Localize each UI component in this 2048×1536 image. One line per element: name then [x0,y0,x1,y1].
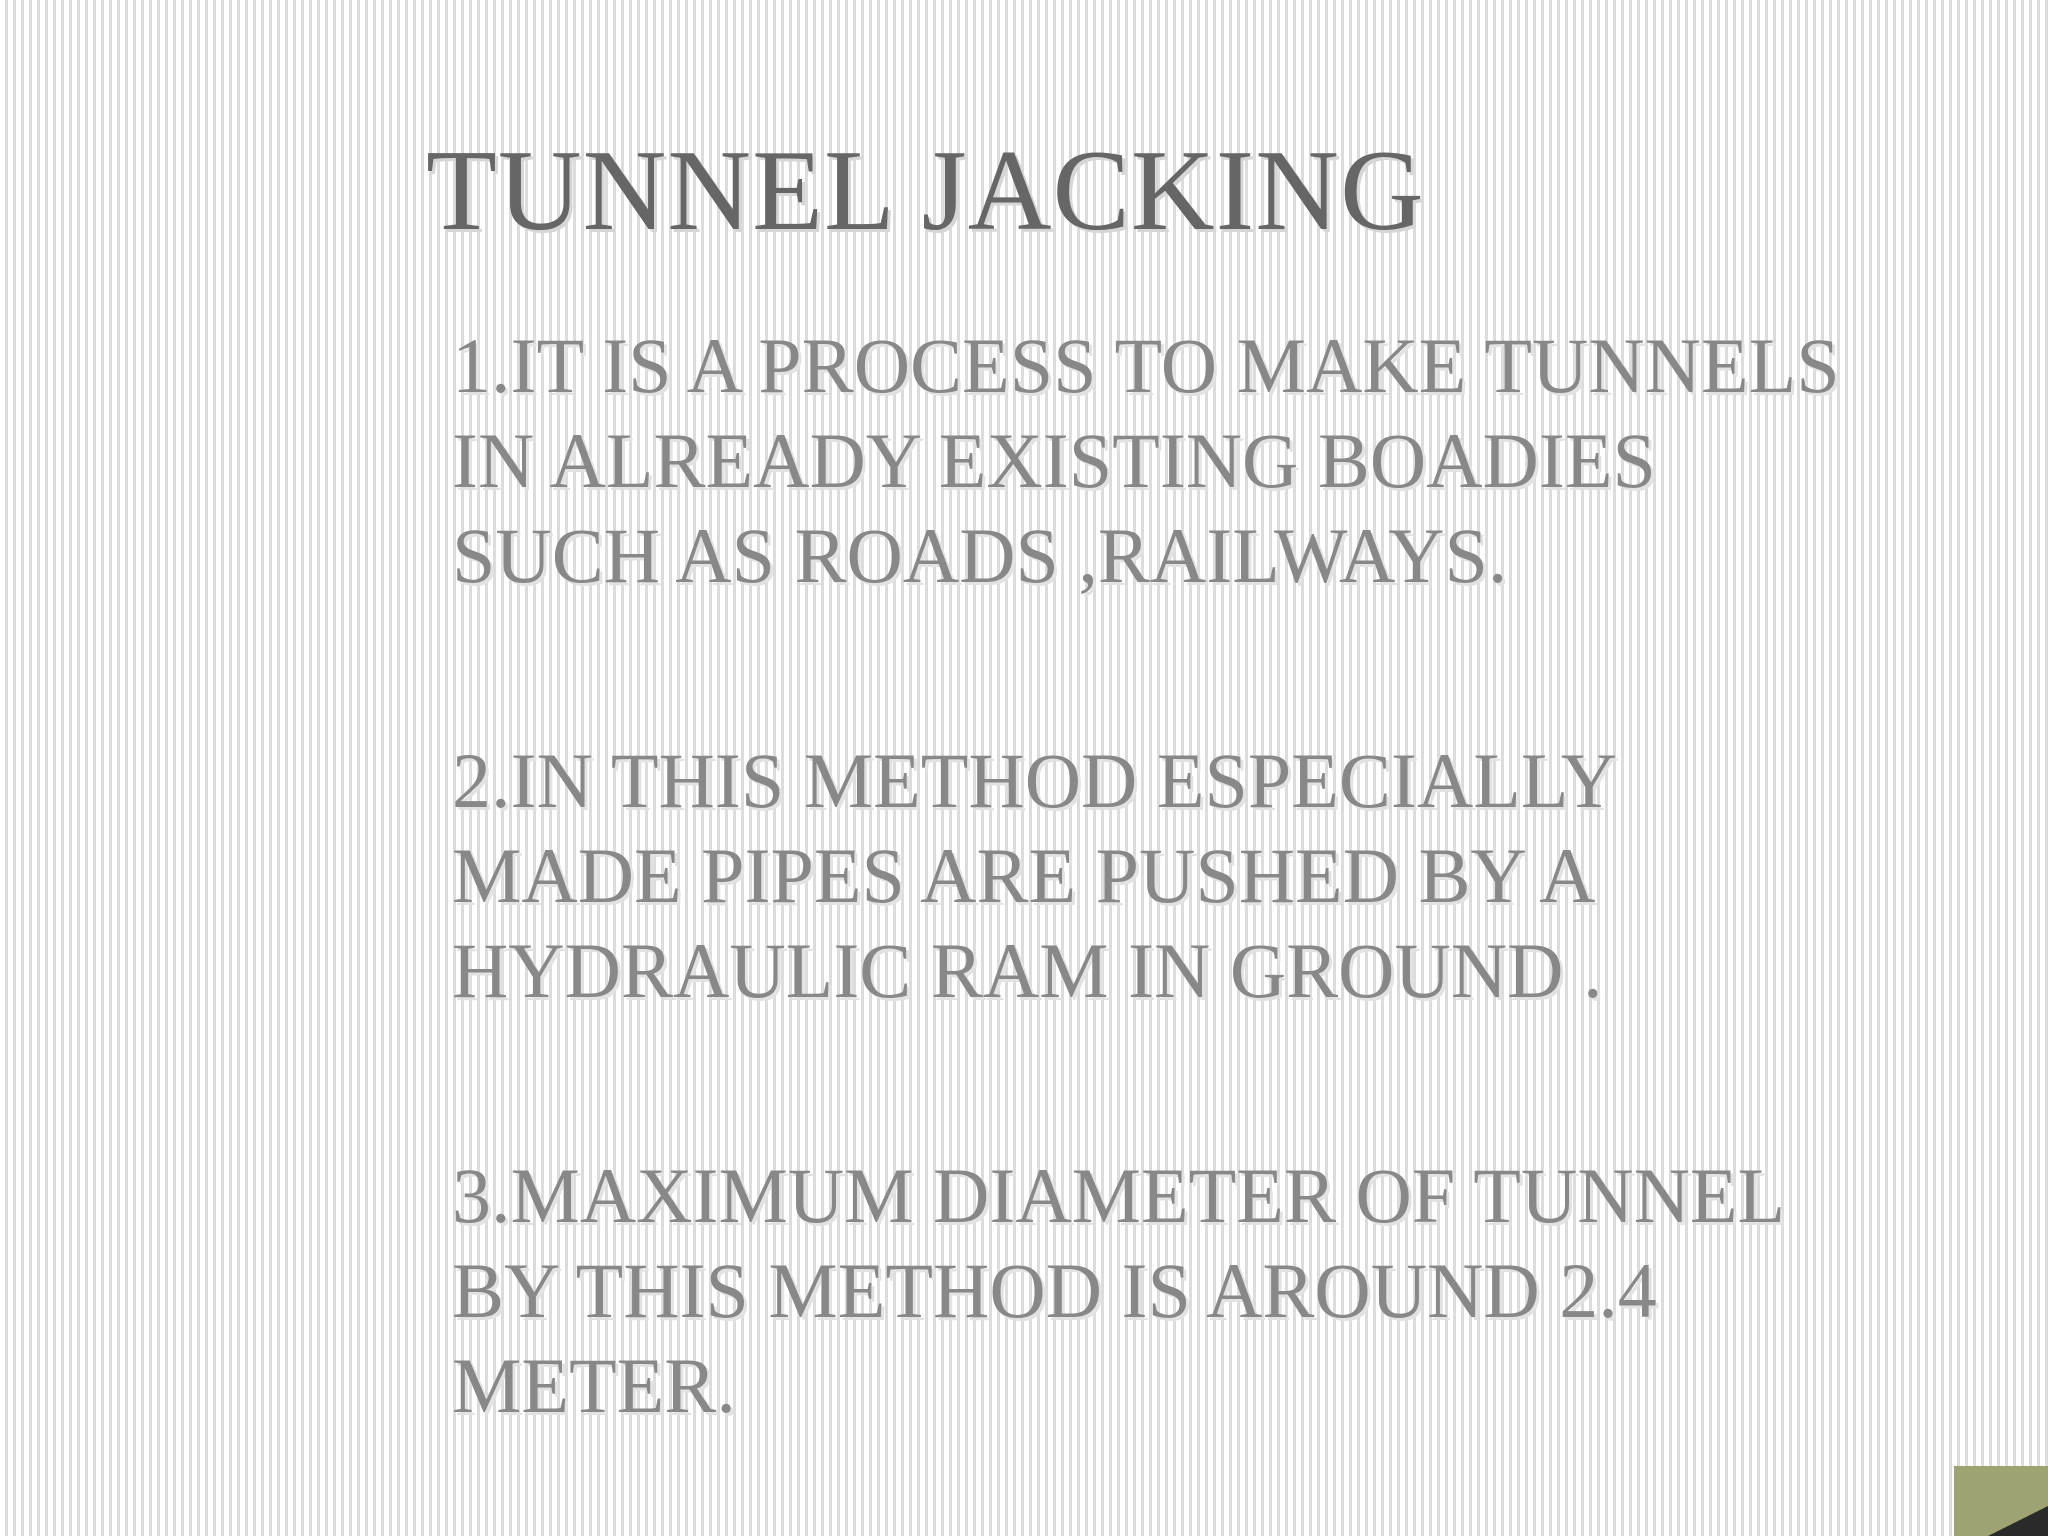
bullet-2-line-2: MADE PIPES ARE PUSHED BY A [452,832,1596,919]
corner-wedge-shape [1988,1506,2048,1536]
bullet-point-1 [452,318,1840,603]
bullet-2-line-1: 2.IN THIS METHOD ESPECIALLY [452,737,1618,824]
bullet-3-line-2: BY THIS METHOD IS AROUND 2.4 [452,1247,1657,1334]
slide-title: TUNNEL JACKING [426,127,1425,255]
bullet-1-line-1: 1.IT IS A PROCESS TO MAKE TUNNELS [452,322,1840,409]
bullet-1-line-2: IN ALREADY EXISTING BOADIES [452,417,1656,504]
bullet-point-3 [452,1148,1785,1433]
bullet-1-line-3: SUCH AS ROADS ,RAILWAYS. [452,512,1508,599]
bullet-point-2 [452,733,1617,1018]
corner-decoration-image [1954,1466,2048,1536]
bullet-2-line-3: HYDRAULIC RAM IN GROUND . [452,927,1603,1014]
bullet-3-line-1: 3.MAXIMUM DIAMETER OF TUNNEL [452,1152,1786,1239]
bullet-3-line-3: METER. [452,1342,736,1429]
